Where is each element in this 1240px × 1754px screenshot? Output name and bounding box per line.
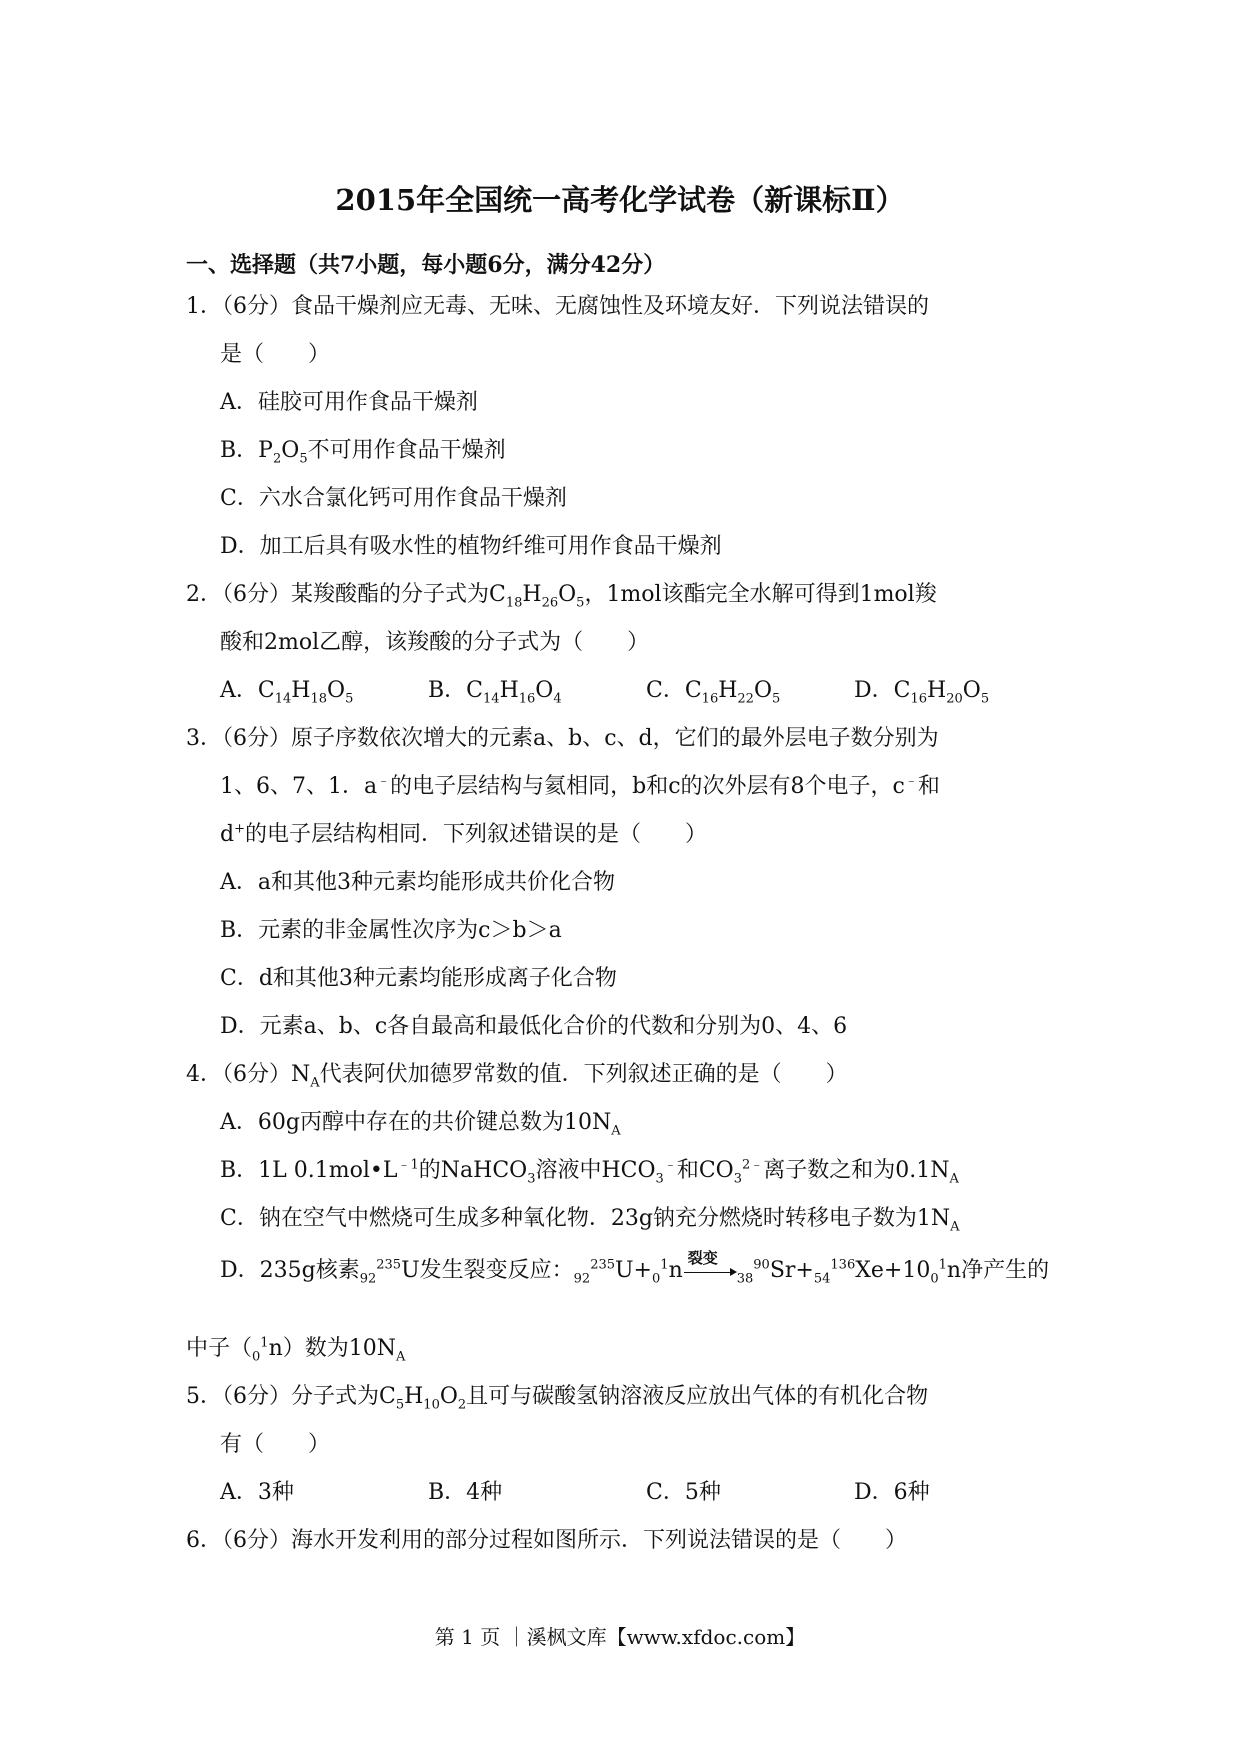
q1-option-d: D．加工后具有吸水性的植物纤维可用作食品干燥剂 (220, 534, 722, 559)
q3-line-2: 1、6、7、1．a﹣的电子层结构与氦相同，b和c的次外层有8个电子，c﹣和 (220, 773, 940, 799)
q2-line-2: 酸和2mol乙醇，该羧酸的分子式为（ ） (220, 630, 650, 655)
q2-option-a: A．$C_{14}H_{18}O_5$ (220, 678, 354, 707)
q3-option-d: D．元素a、b、c各自最高和最低化合价的代数和分别为0、4、6 (220, 1014, 848, 1039)
q5-option-a: A．3种 (220, 1480, 294, 1505)
q2-option-c: C．$C_{16}H_{22}O_5$ (646, 678, 781, 707)
q3-line-3: d+的电子层结构相同．下列叙述错误的是（ ） (220, 821, 708, 847)
q1-line-2: 是（ ） (220, 342, 331, 367)
q2-option-b: B．$C_{14}H_{16}O_4$ (428, 678, 562, 707)
section-heading: 一、选择题（共7小题，每小题6分，满分42分） (186, 252, 666, 278)
q4-option-d: D．235g核素$_{92}^{235}$U发生裂变反应：$_{92}^{235}U+_0^1n$ 裂变 $_{38}^{90}Sr+_{54}^{136}Xe+10_0^1n$净产生的 (220, 1256, 1049, 1286)
q3-option-b: B．元素的非金属性次序为c＞b＞a (220, 918, 562, 943)
q4-continuation: 中子$(_0^1n)$数为$10N_A$ (186, 1335, 406, 1365)
q3-line-1: 3．（6分）原子序数依次增大的元素a、b、c、d，它们的最外层电子数分别为 (186, 726, 939, 751)
fission-arrow-label: 裂变 (687, 1249, 718, 1267)
q1-option-a: A．硅胶可用作食品干燥剂 (220, 390, 478, 415)
q5-option-b: B．4种 (428, 1480, 503, 1505)
exam-title: 2015年全国统一高考化学试卷（新课标Ⅱ） (335, 183, 905, 217)
q4-option-b: B．1L $0.1mol•L^{﹣1}$的NaHCO$_3$溶液中$HCO_3^﹣$和$CO_3^{2﹣}$离子数之和为$0.1N_A$ (220, 1157, 959, 1187)
q1-option-b: B．$P_2O_5$不可用作食品干燥剂 (220, 438, 506, 467)
page-footer: 第 1 页 ｜溪枫文库【www.xfdoc.com】 (434, 1625, 806, 1649)
q5-line-1: 5．（6分）分子式为$C_5H_{10}O_2$且可与碳酸氢钠溶液反应放出气体的有机化合物 (186, 1384, 929, 1413)
q6-line-1: 6．（6分）海水开发利用的部分过程如图所示．下列说法错误的是（ ） (186, 1528, 907, 1553)
q3-option-c: C．d和其他3种元素均能形成离子化合物 (220, 966, 617, 991)
q4-option-c: C．钠在空气中燃烧可生成多种氧化物．23g钠充分燃烧时转移电子数为$1N_A$ (220, 1206, 960, 1235)
q4-option-a: A．60g丙醇中存在的共价键总数为$10N_A$ (220, 1110, 621, 1139)
q5-option-c: C．5种 (646, 1480, 721, 1505)
q5-option-d: D．6种 (854, 1480, 930, 1505)
q1-option-c: C．六水合氯化钙可用作食品干燥剂 (220, 486, 567, 511)
q1-line-1: 1．（6分）食品干燥剂应无毒、无味、无腐蚀性及环境友好．下列说法错误的 (186, 294, 929, 319)
q5-line-2: 有（ ） (220, 1432, 331, 1457)
q2-option-d: D．$C_{16}H_{20}O_5$ (854, 678, 990, 707)
q3-option-a: A．a和其他3种元素均能形成共价化合物 (220, 870, 616, 895)
q4-line-1: 4．（6分）$N_A$代表阿伏加德罗常数的值．下列叙述正确的是（ ） (186, 1062, 848, 1091)
q2-line-1: 2．（6分）某羧酸酯的分子式为$C_{18}H_{26}O_5$，1mol该酯完全水解可得到1mol羧 (186, 582, 937, 611)
fission-arrow (684, 1249, 736, 1279)
